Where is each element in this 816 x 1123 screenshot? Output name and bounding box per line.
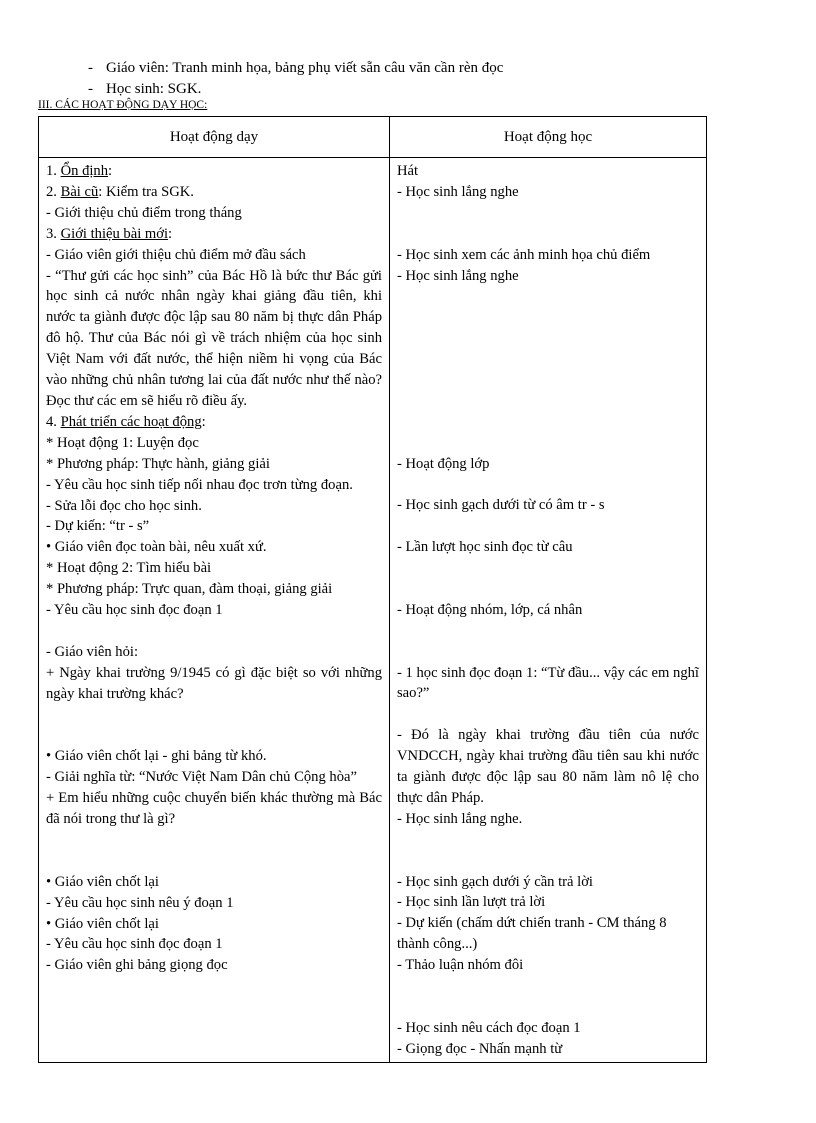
- line-text: - Dự kiến: “tr - s”: [46, 518, 150, 535]
- line-text: - Yêu cầu học sinh tiếp nối nhau đọc trơn từng đoạn.: [46, 476, 353, 493]
- table-line: [46, 161, 382, 182]
- line-text: - Lần lượt học sinh đọc từ câu: [397, 539, 573, 556]
- line-text: - Giọng đọc - Nhấn mạnh từ: [397, 1040, 563, 1057]
- line-text: * Phương pháp: Trực quan, đàm thoại, giảng giải: [46, 581, 333, 598]
- table-line: [397, 516, 699, 537]
- line-text: • Giáo viên chốt lại: [46, 915, 159, 932]
- line-text: + Ngày khai trường 9/1945 có gì đặc biệt so với những ngày khai trường khác?: [46, 664, 382, 702]
- materials-item: [88, 79, 503, 100]
- list-dash: -: [88, 81, 93, 97]
- table-line: [397, 976, 699, 997]
- table-line: [397, 412, 699, 433]
- table-line: [397, 203, 699, 224]
- line-text: - Học sinh gạch dưới từ có âm tr - s: [397, 497, 605, 514]
- table-line: [397, 704, 699, 725]
- line-text: - Giáo viên hỏi:: [46, 643, 139, 660]
- line-text: • Giáo viên chốt lại - ghi bảng từ khó.: [46, 748, 267, 765]
- line-text: - 1 học sinh đọc đoạn 1: “Từ đầu... vậy các em nghĩ sao?”: [397, 664, 699, 702]
- line-text: - Yêu cầu học sinh nêu ý đoạn 1: [46, 894, 234, 911]
- table-body-row: [39, 158, 707, 1063]
- list-dash: -: [88, 60, 93, 76]
- table-line: [397, 245, 699, 266]
- line-text: - Học sinh lắng nghe.: [397, 810, 523, 827]
- table-line: [46, 830, 382, 851]
- line-text-after: :: [108, 163, 113, 179]
- table-line: [46, 746, 382, 767]
- table-line: [397, 349, 699, 370]
- table-line: [397, 579, 699, 600]
- table-line: [46, 203, 382, 224]
- table-header-row: [39, 117, 707, 158]
- table-line: [46, 454, 382, 475]
- table-line: [46, 914, 382, 935]
- table-line: [397, 642, 699, 663]
- line-text: - Học sinh xem các ảnh minh họa chủ điểm: [397, 246, 651, 263]
- line-text-after: :: [201, 413, 206, 430]
- line-text: - Học sinh lắng nghe: [397, 183, 519, 200]
- table-line: [397, 809, 699, 830]
- line-text: * Hoạt động 2: Tìm hiểu bài: [46, 560, 212, 577]
- table-line: [397, 663, 699, 705]
- line-text: * Phương pháp: Thực hành, giảng giải: [46, 455, 270, 472]
- table-line: [46, 621, 382, 642]
- line-heading: Giới thiệu bài mới: [60, 225, 169, 242]
- table-line: [46, 934, 382, 955]
- table-line: [46, 893, 382, 914]
- table-line: [397, 454, 699, 475]
- table-line: [46, 663, 382, 705]
- table-line: [397, 600, 699, 621]
- table-line: [46, 516, 382, 537]
- materials-list: [88, 58, 503, 100]
- table-line: [46, 412, 382, 433]
- line-text: 4.: [46, 413, 61, 430]
- header-teaching: Hoạt động dạy: [39, 117, 390, 158]
- table-line: [46, 558, 382, 579]
- line-text: - Giới thiệu chủ điểm trong tháng: [46, 204, 242, 221]
- line-heading: Phát triển các hoạt động: [60, 413, 202, 430]
- table-line: [397, 725, 699, 809]
- table-line: [397, 307, 699, 328]
- header-learning: Hoạt động học: [390, 117, 707, 158]
- table-line: [46, 433, 382, 454]
- table-line: [46, 496, 382, 517]
- table-line: [397, 997, 699, 1018]
- table-line: [397, 328, 699, 349]
- line-text: - Giải nghĩa từ: “Nước Việt Nam Dân chủ Cộng hòa”: [46, 769, 357, 786]
- teaching-column: [39, 158, 390, 1063]
- line-text: - Giáo viên giới thiệu chủ điểm mở đầu sách: [46, 246, 306, 263]
- learning-column: [390, 158, 707, 1063]
- line-text: - “Thư gửi các học sinh” của Bác Hồ là bức thư Bác gửi học sinh cả nước nhân ngày khai giảng đầu tiên, khi nước ta giành được độc lập sau 80 năm bị thực dân Pháp đô hộ. Thư của Bác nói gì về trách nhiệm của học sinh Việt Nam với đất nước, thể hiện niềm hi vọng của Bác vào những chủ nhân tương lai của đất nước như thế nào? Đọc thư các em sẽ hiểu rõ điều ấy.: [46, 267, 382, 409]
- table-line: [397, 182, 699, 203]
- line-text: - Yêu cầu học sinh đọc đoạn 1: [46, 602, 223, 619]
- line-text: - Giáo viên ghi bảng giọng đọc: [46, 957, 228, 974]
- materials-item: [88, 58, 503, 79]
- line-text: - Dự kiến (chấm dứt chiến tranh - CM tháng 8 thành công...): [397, 915, 667, 953]
- table-line: [397, 913, 699, 955]
- line-text: - Yêu cầu học sinh đọc đoạn 1: [46, 936, 223, 953]
- table-line: [397, 830, 699, 851]
- table-line: [397, 872, 699, 893]
- table-line: [397, 892, 699, 913]
- line-text: • Giáo viên đọc toàn bài, nêu xuất xứ.: [46, 539, 267, 556]
- table-line: [397, 474, 699, 495]
- line-text: - Học sinh gạch dưới ý cần trả lời: [397, 873, 593, 890]
- table-line: [46, 600, 382, 621]
- line-text: - Học sinh lắng nghe: [397, 267, 519, 284]
- table-line: [46, 537, 382, 558]
- table-line: [397, 1039, 699, 1060]
- line-text: - Đó là ngày khai trường đầu tiên của nước VNDCCH, ngày khai trường đầu tiên sau khi nước ta giành được độc lập sau 80 năm làm nô lệ cho thực dân Pháp.: [397, 727, 699, 806]
- table-line: [46, 788, 382, 830]
- table-line: [46, 872, 382, 893]
- line-text-after: : Kiểm tra SGK.: [98, 183, 194, 200]
- table-line: [46, 224, 382, 245]
- table-line: [46, 245, 382, 266]
- table-line: [397, 370, 699, 391]
- table-line: [397, 621, 699, 642]
- table-line: [46, 182, 382, 203]
- table-line: [46, 767, 382, 788]
- table-line: [46, 579, 382, 600]
- line-text: - Hoạt động nhóm, lớp, cá nhân: [397, 601, 583, 618]
- line-heading: Bài cũ: [60, 183, 99, 200]
- table-line: [46, 851, 382, 872]
- table-line: [46, 725, 382, 746]
- table-line: [397, 433, 699, 454]
- materials-student: Học sinh: SGK.: [106, 81, 202, 97]
- table-line: [46, 705, 382, 726]
- table-line: [46, 266, 382, 412]
- table-line: [397, 1018, 699, 1039]
- line-text: 2.: [46, 183, 61, 200]
- table-line: [397, 955, 699, 976]
- line-heading: Ổn định: [60, 163, 109, 179]
- table-line: [397, 851, 699, 872]
- table-line: [397, 286, 699, 307]
- line-text: - Hoạt động lớp: [397, 455, 490, 472]
- line-text: 1.: [46, 163, 61, 179]
- section-title: III. CÁC HOẠT ĐỘNG DẠY HỌC:: [38, 99, 208, 111]
- table-line: [397, 495, 699, 516]
- table-line: [46, 475, 382, 496]
- line-text: - Học sinh nêu cách đọc đoạn 1: [397, 1019, 581, 1036]
- table-line: [397, 161, 699, 182]
- line-text-after: :: [168, 225, 173, 242]
- table-line: [397, 224, 699, 245]
- table-line: [46, 955, 382, 976]
- table-line: [397, 391, 699, 412]
- line-text: - Sửa lỗi đọc cho học sinh.: [46, 497, 202, 514]
- line-text: - Học sinh lần lượt trả lời: [397, 894, 546, 911]
- line-text: - Thảo luận nhóm đôi: [397, 957, 524, 974]
- line-text: • Giáo viên chốt lại: [46, 873, 159, 890]
- table-line: [397, 558, 699, 579]
- activities-table: [38, 116, 707, 1063]
- table-line: [46, 642, 382, 663]
- table-line: [397, 266, 699, 287]
- line-text: 3.: [46, 225, 61, 242]
- line-text: Hát: [397, 163, 419, 179]
- materials-teacher: Giáo viên: Tranh minh họa, bảng phụ viết sẵn câu văn cần rèn đọc: [106, 60, 504, 76]
- table-line: [397, 537, 699, 558]
- line-text: + Em hiểu những cuộc chuyển biến khác thường mà Bác đã nói trong thư là gì?: [46, 790, 382, 828]
- line-text: * Hoạt động 1: Luyện đọc: [46, 434, 199, 451]
